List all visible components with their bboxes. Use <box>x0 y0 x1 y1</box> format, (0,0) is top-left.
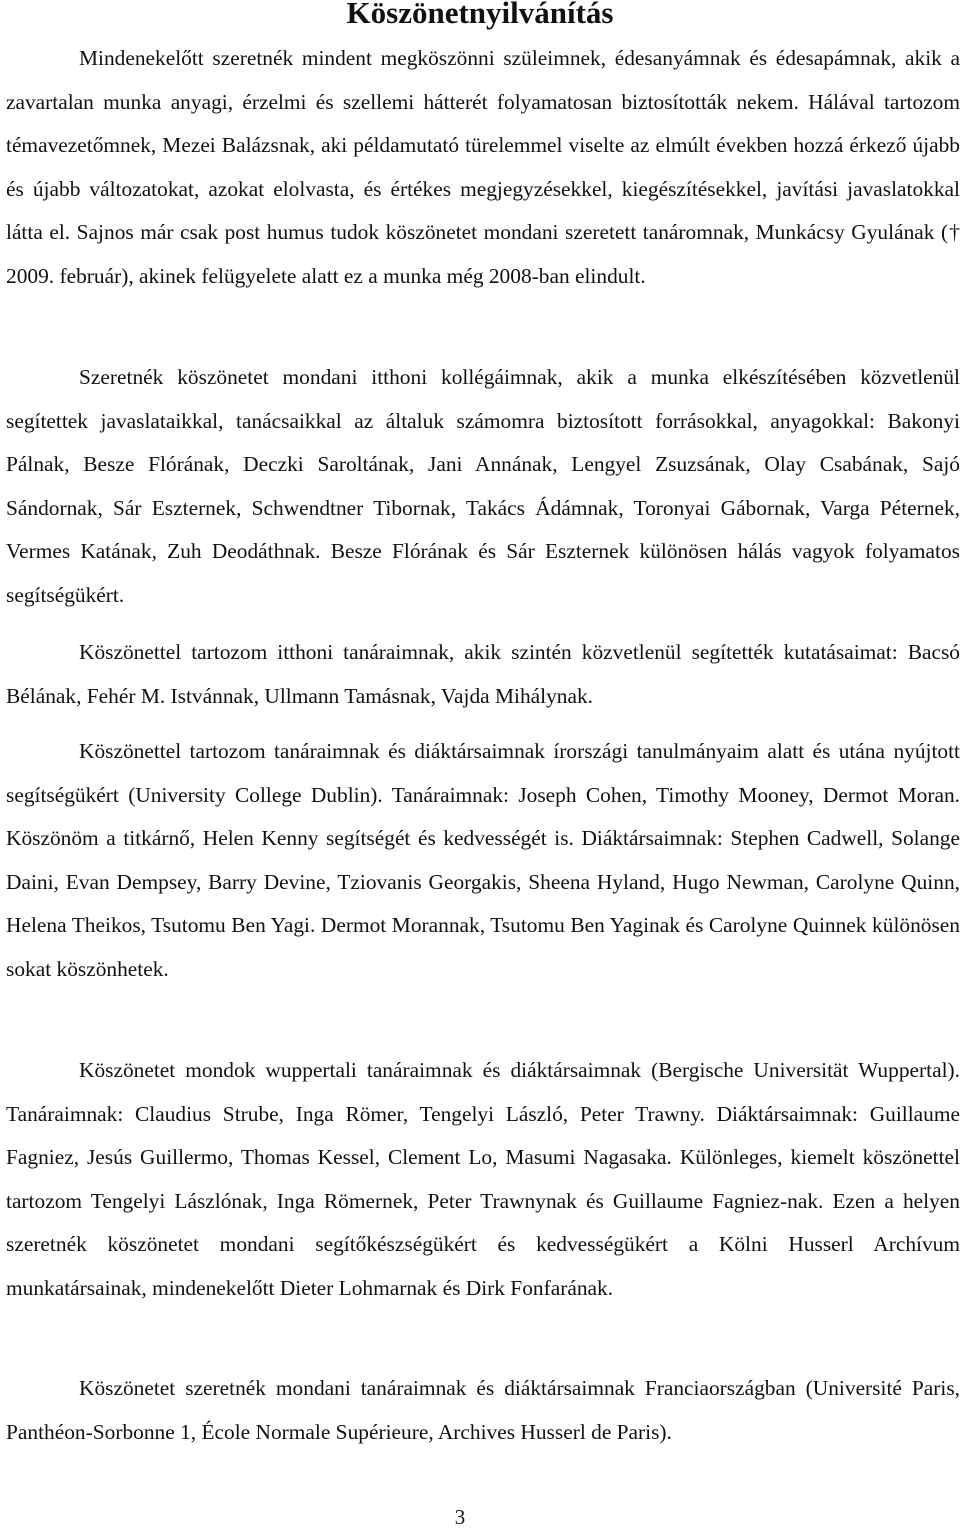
paragraph-ireland: Köszönettel tartozom tanáraimnak és diáktársaimnak írországi tanulmányaim alatt és utána nyújtott segítségükért (University College Dublin). Tanáraimnak: Joseph Cohen, Timothy Mooney, Dermot Moran. Köszönöm a titkárnő, Helen Kenny segítségét és kedvességét is. Diáktársaimnak: Stephen Cadwell, Solange Daini, Evan Dempsey, Barry Devine, Tziovanis Georgakis, Sheena Hyland, Hugo Newman, Carolyne Quinn, Helena Theikos, Tsutomu Ben Yagi. Dermot Morannak, Tsutomu Ben Yaginak és Carolyne Quinnek különösen sokat köszönhetek. <box>6 739 960 981</box>
page-number: 3 <box>454 1505 466 1529</box>
paragraph-home-teachers: Köszönettel tartozom itthoni tanáraimnak, akik szintén közvetlenül segítették kutatásaimat: Bacsó Bélának, Fehér M. Istvánnak, Ullmann Tamásnak, Vajda Mihálynak. <box>6 640 960 708</box>
paragraph-france: Köszönetet szeretnék mondani tanáraimnak és diáktársaimnak Franciaországban (Université Paris, Panthéon-Sorbonne 1, École Normale Supérieure, Archives Husserl de Paris). <box>6 1376 960 1444</box>
paragraph-wuppertal: Köszönetet mondok wuppertali tanáraimnak és diáktársaimnak (Bergische Universität Wuppertal). Tanáraimnak: Claudius Strube, Inga Römer, Tengelyi László, Peter Trawny. Diáktársaimnak: Guillaume Fagniez, Jesús Guillermo, Thomas Kessel, Clement Lo, Masumi Nagasaka. Különleges, kiemelt köszönettel tartozom Tengelyi Lászlónak, Inga Römernek, Peter Trawnynak és Guillaume Fagniez-nak. Ezen a helyen szeretnék köszönetet mondani segítőkészségükért és kedvességükért a Kölni Husserl Archívum munkatársainak, mindenekelőtt Dieter Lohmarnak és Dirk Fonfarának. <box>6 1058 960 1300</box>
paragraph-family-supervisor: Mindenekelőtt szeretnék mindent megköszönni szüleimnek, édesanyámnak és édesapámnak, akik a zavartalan munka anyagi, érzelmi és szellemi hátterét folyamatosan biztosították nekem. Hálával tartozom témavezetőmnek, Mezei Balázsnak, aki példamutató türelemmel viselte az elmúlt években hozzá érkező újabb és újabb változatokat, azokat elolvasta, és értékes megjegyzésekkel, kiegészítésekkel, javítási javaslatokkal látta el. Sajnos már csak post humus tudok köszönetet mondani szeretett tanáromnak, Munkácsy Gyulának († 2009. február), akinek felügyelete alatt ez a munka még 2008-ban elindult. <box>6 46 960 288</box>
page-title: Köszönetnyilvánítás <box>346 0 614 30</box>
paragraph-home-colleagues: Szeretnék köszönetet mondani itthoni kollégáimnak, akik a munka elkészítésében közvetlenül segítettek javaslataikkal, tanácsaikkal az általuk számomra biztosított forrásokkal, anyagokkal: Bakonyi Pálnak, Besze Flórának, Deczki Saroltának, Jani Annának, Lengyel Zsuzsának, Olay Csabának, Sajó Sándornak, Sár Eszternek, Schwendtner Tibornak, Takács Ádámnak, Toronyai Gábornak, Varga Péternek, Vermes Katának, Zuh Deodáthnak. Besze Flórának és Sár Eszternek különösen hálás vagyok folyamatos segítségükért. <box>6 365 960 607</box>
